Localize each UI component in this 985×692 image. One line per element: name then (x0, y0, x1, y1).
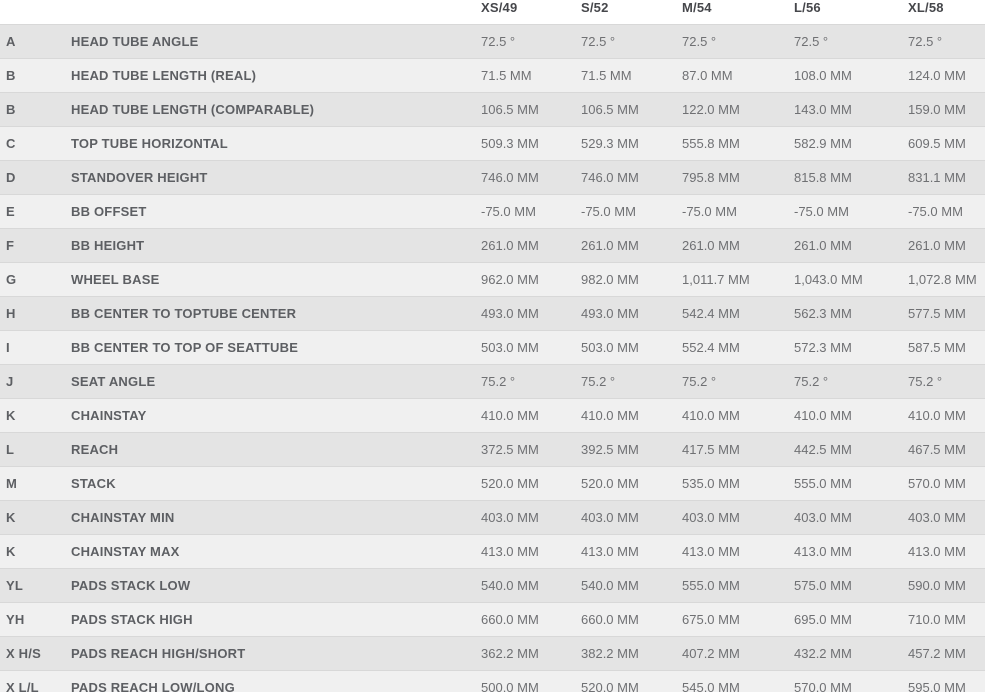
measure-value: 746.0 MM (581, 161, 682, 195)
measure-value: 410.0 MM (908, 399, 985, 433)
measure-code: A (0, 25, 71, 59)
measure-value: 529.3 MM (581, 127, 682, 161)
measure-value: 75.2 ° (581, 365, 682, 399)
measure-value: 403.0 MM (581, 501, 682, 535)
measure-value: 540.0 MM (481, 569, 581, 603)
measure-value: 575.0 MM (794, 569, 908, 603)
measure-value: 540.0 MM (581, 569, 682, 603)
measure-value: 442.5 MM (794, 433, 908, 467)
measure-value: 520.0 MM (481, 467, 581, 501)
table-row (0, 263, 985, 297)
measure-value: 493.0 MM (581, 297, 682, 331)
measure-label: BB CENTER TO TOPTUBE CENTER (71, 297, 481, 331)
measure-value: 106.5 MM (581, 93, 682, 127)
measure-value: 261.0 MM (682, 229, 794, 263)
measure-label: STACK (71, 467, 481, 501)
measure-value: 143.0 MM (794, 93, 908, 127)
measure-value: -75.0 MM (481, 195, 581, 229)
measure-value: 124.0 MM (908, 59, 985, 93)
measure-label: PADS REACH LOW/LONG (71, 671, 481, 692)
measure-value: 1,011.7 MM (682, 263, 794, 297)
measure-value: 75.2 ° (481, 365, 581, 399)
measure-value: 520.0 MM (581, 671, 682, 692)
measure-value: -75.0 MM (682, 195, 794, 229)
measure-value: 555.0 MM (682, 569, 794, 603)
measure-code: L (0, 433, 71, 467)
table-row (0, 161, 985, 195)
measure-value: 555.8 MM (682, 127, 794, 161)
measure-value: 432.2 MM (794, 637, 908, 671)
table-row (0, 195, 985, 229)
table-row (0, 501, 985, 535)
table-row (0, 297, 985, 331)
measure-value: 572.3 MM (794, 331, 908, 365)
measure-label: HEAD TUBE ANGLE (71, 25, 481, 59)
measure-code: F (0, 229, 71, 263)
measure-value: 795.8 MM (682, 161, 794, 195)
measure-value: 382.2 MM (581, 637, 682, 671)
measure-value: 407.2 MM (682, 637, 794, 671)
measure-value: 962.0 MM (481, 263, 581, 297)
measure-label: PADS STACK HIGH (71, 603, 481, 637)
measure-value: 362.2 MM (481, 637, 581, 671)
table-row (0, 671, 985, 692)
measure-code: YH (0, 603, 71, 637)
measure-value: 609.5 MM (908, 127, 985, 161)
measure-code: I (0, 331, 71, 365)
header-spacer-code (0, 0, 71, 25)
measure-value: 695.0 MM (794, 603, 908, 637)
measure-value: 410.0 MM (794, 399, 908, 433)
size-column-header: XL/58 (908, 0, 985, 25)
measure-value: -75.0 MM (908, 195, 985, 229)
measure-value: 403.0 MM (481, 501, 581, 535)
measure-value: 413.0 MM (682, 535, 794, 569)
measure-value: 520.0 MM (581, 467, 682, 501)
table-row (0, 331, 985, 365)
measure-value: 413.0 MM (908, 535, 985, 569)
measure-value: 552.4 MM (682, 331, 794, 365)
measure-label: BB CENTER TO TOP OF SEATTUBE (71, 331, 481, 365)
measure-value: 403.0 MM (682, 501, 794, 535)
measure-code: E (0, 195, 71, 229)
measure-value: 261.0 MM (481, 229, 581, 263)
table-row (0, 637, 985, 671)
geometry-rows (0, 25, 985, 692)
measure-value: 815.8 MM (794, 161, 908, 195)
measure-value: 503.0 MM (481, 331, 581, 365)
measure-value: 500.0 MM (481, 671, 581, 692)
measure-label: CHAINSTAY (71, 399, 481, 433)
measure-label: CHAINSTAY MIN (71, 501, 481, 535)
measure-value: 75.2 ° (908, 365, 985, 399)
table-row (0, 467, 985, 501)
measure-value: 75.2 ° (682, 365, 794, 399)
size-column-header: S/52 (581, 0, 682, 25)
measure-value: 577.5 MM (908, 297, 985, 331)
measure-value: 467.5 MM (908, 433, 985, 467)
measure-value: 410.0 MM (581, 399, 682, 433)
measure-value: 87.0 MM (682, 59, 794, 93)
measure-label: STANDOVER HEIGHT (71, 161, 481, 195)
measure-label: WHEEL BASE (71, 263, 481, 297)
measure-value: 122.0 MM (682, 93, 794, 127)
measure-value: 982.0 MM (581, 263, 682, 297)
measure-value: 595.0 MM (908, 671, 985, 692)
size-header-row (0, 0, 985, 25)
measure-label: HEAD TUBE LENGTH (COMPARABLE) (71, 93, 481, 127)
measure-value: 392.5 MM (581, 433, 682, 467)
measure-value: 660.0 MM (581, 603, 682, 637)
measure-value: 413.0 MM (581, 535, 682, 569)
measure-code: J (0, 365, 71, 399)
measure-code: G (0, 263, 71, 297)
measure-value: 71.5 MM (581, 59, 682, 93)
measure-label: TOP TUBE HORIZONTAL (71, 127, 481, 161)
measure-code: B (0, 59, 71, 93)
measure-code: C (0, 127, 71, 161)
measure-value: 413.0 MM (794, 535, 908, 569)
table-row (0, 365, 985, 399)
measure-code: M (0, 467, 71, 501)
measure-label: CHAINSTAY MAX (71, 535, 481, 569)
measure-value: 417.5 MM (682, 433, 794, 467)
measure-value: 545.0 MM (682, 671, 794, 692)
measure-code: K (0, 535, 71, 569)
measure-value: 1,043.0 MM (794, 263, 908, 297)
measure-value: 535.0 MM (682, 467, 794, 501)
measure-value: 75.2 ° (794, 365, 908, 399)
measure-code: X H/S (0, 637, 71, 671)
measure-value: 410.0 MM (481, 399, 581, 433)
measure-value: 261.0 MM (581, 229, 682, 263)
measure-value: 710.0 MM (908, 603, 985, 637)
measure-value: -75.0 MM (794, 195, 908, 229)
measure-value: 261.0 MM (908, 229, 985, 263)
measure-label: PADS STACK LOW (71, 569, 481, 603)
measure-value: 72.5 ° (581, 25, 682, 59)
measure-value: 71.5 MM (481, 59, 581, 93)
table-row (0, 229, 985, 263)
measure-value: 590.0 MM (908, 569, 985, 603)
measure-value: 159.0 MM (908, 93, 985, 127)
measure-value: 746.0 MM (481, 161, 581, 195)
measure-value: 403.0 MM (794, 501, 908, 535)
table-row (0, 433, 985, 467)
measure-value: 493.0 MM (481, 297, 581, 331)
measure-value: 372.5 MM (481, 433, 581, 467)
measure-value: 413.0 MM (481, 535, 581, 569)
header-spacer-label (71, 0, 481, 25)
measure-value: 660.0 MM (481, 603, 581, 637)
table-row (0, 127, 985, 161)
measure-value: -75.0 MM (581, 195, 682, 229)
measure-label: HEAD TUBE LENGTH (REAL) (71, 59, 481, 93)
measure-value: 582.9 MM (794, 127, 908, 161)
measure-value: 570.0 MM (908, 467, 985, 501)
measure-label: SEAT ANGLE (71, 365, 481, 399)
measure-value: 503.0 MM (581, 331, 682, 365)
table-row (0, 93, 985, 127)
table-row (0, 603, 985, 637)
measure-value: 555.0 MM (794, 467, 908, 501)
measure-code: B (0, 93, 71, 127)
measure-code: K (0, 399, 71, 433)
table-row (0, 535, 985, 569)
measure-value: 1,072.8 MM (908, 263, 985, 297)
measure-code: D (0, 161, 71, 195)
measure-code: H (0, 297, 71, 331)
size-column-header: L/56 (794, 0, 908, 25)
measure-value: 410.0 MM (682, 399, 794, 433)
table-row (0, 569, 985, 603)
size-column-header: M/54 (682, 0, 794, 25)
measure-value: 570.0 MM (794, 671, 908, 692)
measure-label: BB OFFSET (71, 195, 481, 229)
table-row (0, 25, 985, 59)
measure-value: 403.0 MM (908, 501, 985, 535)
measure-value: 562.3 MM (794, 297, 908, 331)
measure-label: PADS REACH HIGH/SHORT (71, 637, 481, 671)
measure-value: 72.5 ° (908, 25, 985, 59)
measure-value: 261.0 MM (794, 229, 908, 263)
measure-value: 72.5 ° (481, 25, 581, 59)
measure-code: X L/L (0, 671, 71, 692)
measure-value: 587.5 MM (908, 331, 985, 365)
measure-value: 72.5 ° (794, 25, 908, 59)
measure-value: 675.0 MM (682, 603, 794, 637)
measure-value: 831.1 MM (908, 161, 985, 195)
table-row (0, 59, 985, 93)
measure-value: 106.5 MM (481, 93, 581, 127)
measure-label: BB HEIGHT (71, 229, 481, 263)
measure-code: K (0, 501, 71, 535)
measure-value: 457.2 MM (908, 637, 985, 671)
size-column-header: XS/49 (481, 0, 581, 25)
table-row (0, 399, 985, 433)
measure-value: 108.0 MM (794, 59, 908, 93)
measure-code: YL (0, 569, 71, 603)
measure-label: REACH (71, 433, 481, 467)
measure-value: 72.5 ° (682, 25, 794, 59)
measure-value: 542.4 MM (682, 297, 794, 331)
measure-value: 509.3 MM (481, 127, 581, 161)
